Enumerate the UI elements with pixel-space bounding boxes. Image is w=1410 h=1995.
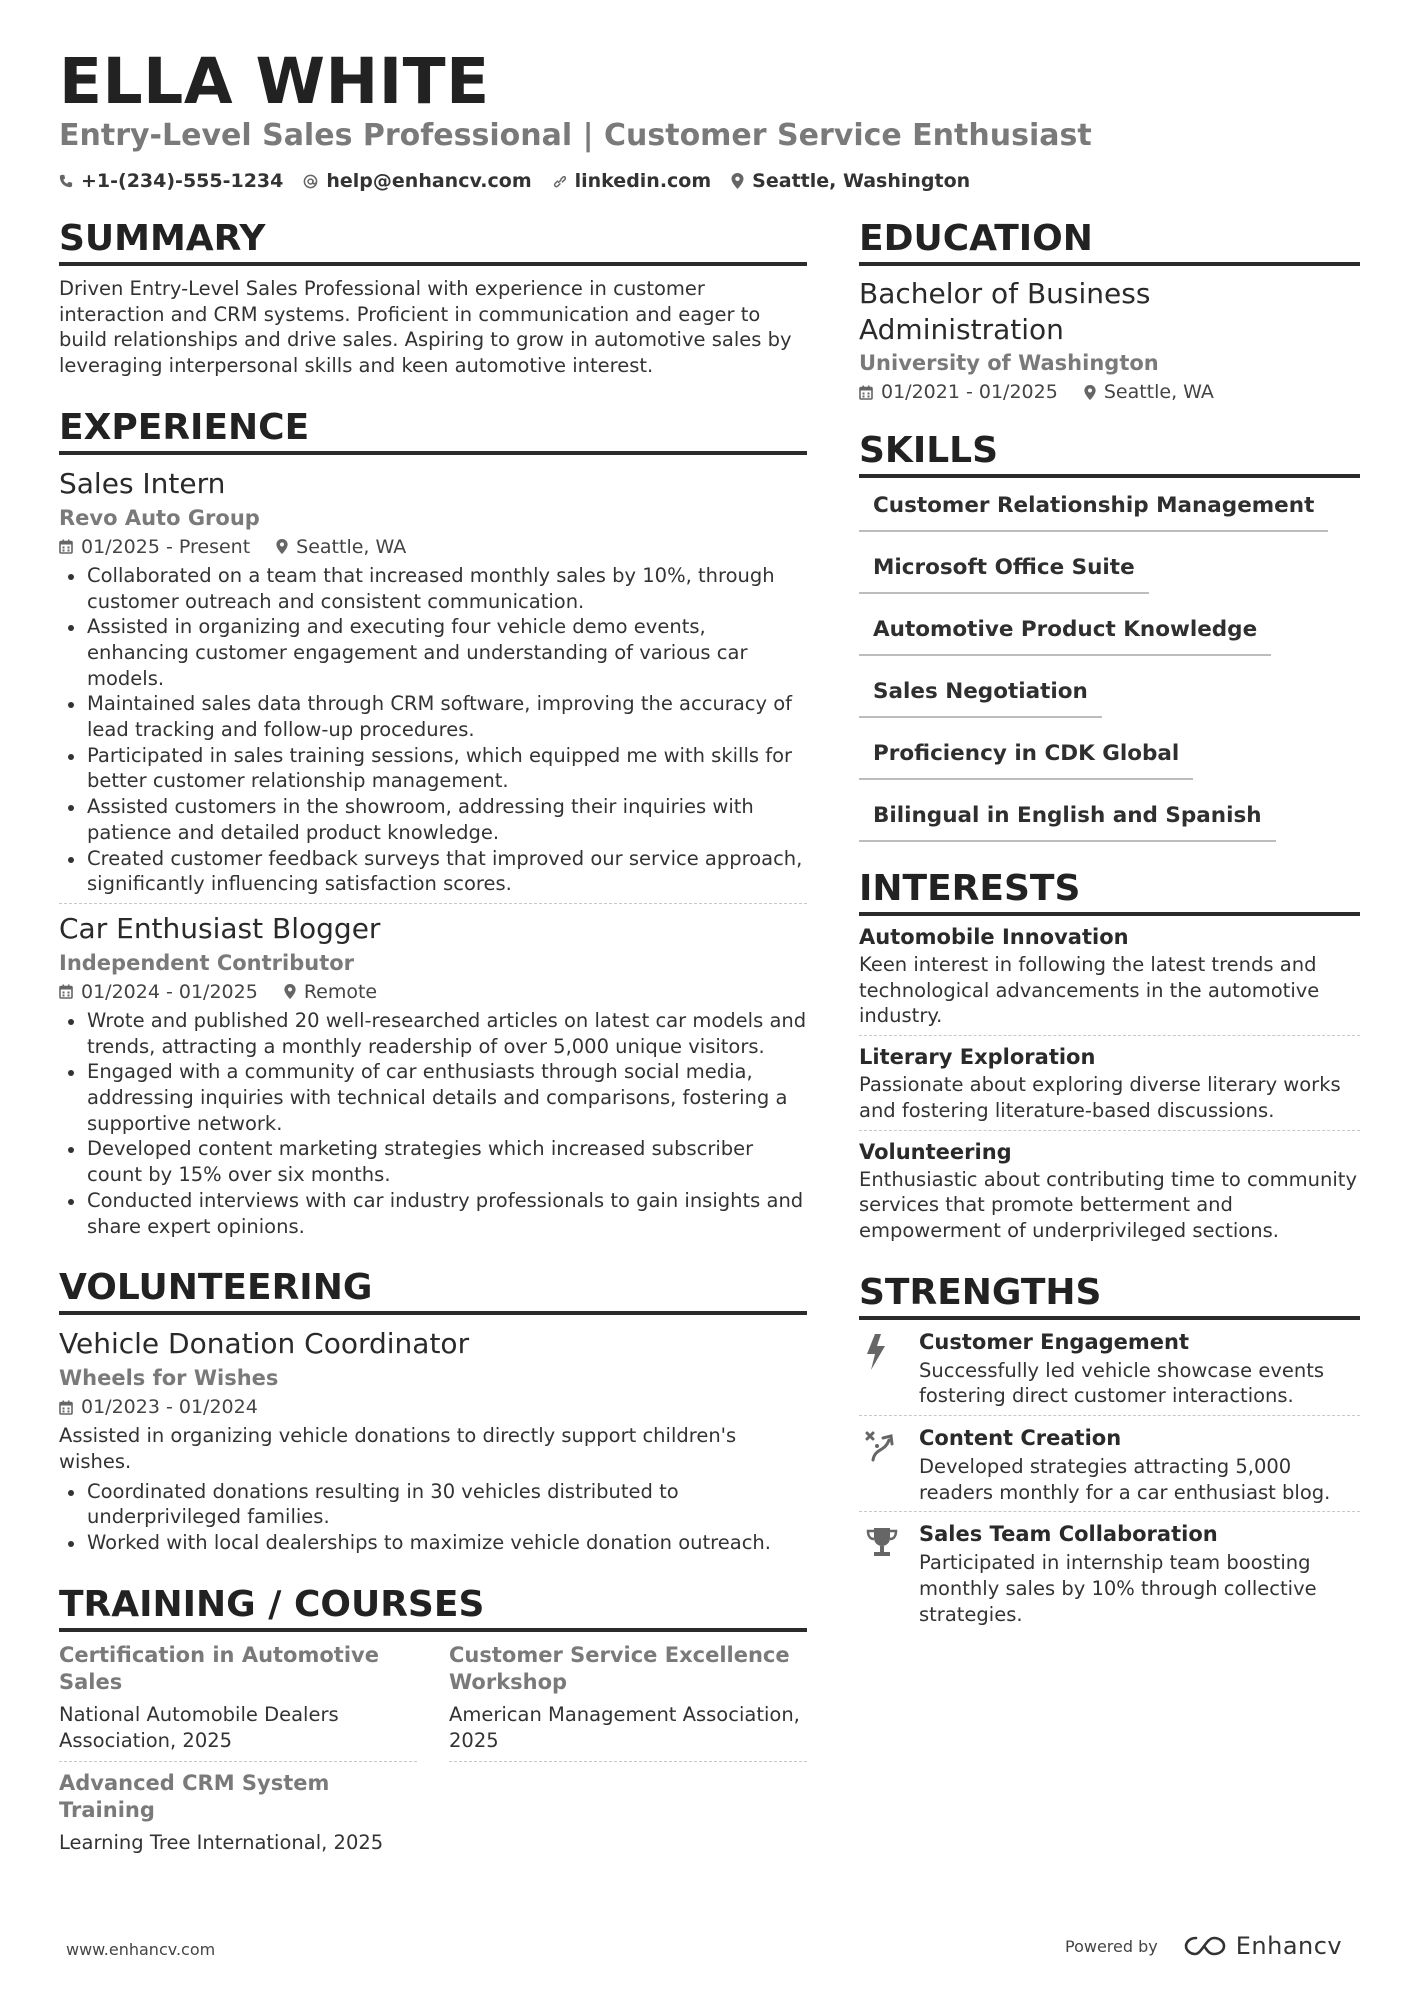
powered-by-text: Powered by	[1065, 1936, 1158, 1956]
job-company: Revo Auto Group	[59, 505, 260, 530]
volunteer-role: Vehicle Donation Coordinator	[59, 1327, 470, 1361]
section-title-strengths: STRENGTHS	[859, 1270, 1360, 1320]
skill-tag: Microsoft Office Suite	[859, 554, 1149, 594]
job-meta	[59, 978, 807, 1006]
training-title: Customer Service Excellence Workshop	[449, 1642, 790, 1694]
skill-tag: Automotive Product Knowledge	[859, 616, 1271, 656]
section-title-skills: SKILLS	[859, 428, 1360, 478]
link-icon	[552, 174, 567, 189]
footer-website[interactable]: www.enhancv.com	[66, 1940, 216, 1959]
volunteer-bullets	[59, 1479, 807, 1556]
job-meta	[59, 533, 807, 561]
education-section	[859, 216, 1360, 406]
section-title-education: EDUCATION	[859, 216, 1360, 266]
degree: Bachelor of Business Administration	[859, 277, 1151, 346]
strengths-section	[859, 1270, 1360, 1628]
training-item	[59, 1642, 417, 1762]
bullet-item: Maintained sales data through CRM software, improving the accuracy of lead tracking and follow-up procedures.	[59, 691, 807, 742]
interests-section	[859, 866, 1360, 1244]
location-pin-icon	[731, 173, 744, 189]
training-detail: Learning Tree International, 2025	[59, 1831, 384, 1855]
bullet-item: Coordinated donations resulting in 30 vehicles distributed to underprivileged families.	[59, 1479, 807, 1530]
job-location: Seattle, WA	[296, 535, 407, 558]
bullet-item: Worked with local dealerships to maximize vehicle donation outreach.	[59, 1530, 807, 1556]
interest-text: Keen interest in following the latest trends and technological advancements in the automotive industry.	[859, 953, 1320, 1028]
job-title: Car Enthusiast Blogger	[59, 911, 381, 945]
training-detail: American Management Association, 2025	[449, 1702, 800, 1752]
section-title-volunteering: VOLUNTEERING	[59, 1265, 807, 1315]
job-bullets	[59, 563, 807, 897]
location-pin-icon	[1084, 385, 1096, 400]
strength-title: Customer Engagement	[919, 1329, 1190, 1354]
headline: Entry-Level Sales Professional | Customer Service Enthusiast	[59, 118, 1092, 153]
lightning-icon	[865, 1334, 887, 1370]
interest-title: Automobile Innovation	[859, 925, 1129, 949]
training-item	[59, 1762, 417, 1856]
interest-item	[859, 1131, 1360, 1244]
section-title-interests: INTERESTS	[859, 866, 1360, 916]
contact-phone[interactable]	[59, 168, 283, 194]
bullet-item: Collaborated on a team that increased monthly sales by 10%, through customer outreach and consistent communication.	[59, 563, 807, 614]
linkedin-text: linkedin.com	[574, 170, 712, 192]
calendar-icon	[59, 984, 73, 999]
training-section	[59, 1582, 807, 1856]
interest-text: Passionate about exploring diverse literary works and fostering literature-based discussions.	[859, 1073, 1341, 1122]
job-bullets	[59, 1008, 807, 1239]
volunteer-dates: 01/2023 - 01/2024	[81, 1396, 258, 1419]
strength-title: Content Creation	[919, 1426, 1122, 1451]
bullet-item: Assisted customers in the showroom, addressing their inquiries with patience and detailed product knowledge.	[59, 794, 807, 845]
calendar-icon	[59, 539, 73, 554]
at-icon	[303, 174, 318, 189]
email-text: help@enhancv.com	[326, 170, 532, 192]
experience-section	[59, 405, 807, 1239]
skill-tag: Customer Relationship Management	[859, 492, 1328, 532]
job-company: Independent Contributor	[59, 950, 355, 975]
interest-text: Enthusiastic about contributing time to community services that promote betterment and empowerment of underprivileged sections.	[859, 1167, 1357, 1242]
strength-item	[859, 1326, 1360, 1416]
contact-bar	[59, 168, 990, 194]
section-title-experience: EXPERIENCE	[59, 405, 807, 455]
strength-title: Sales Team Collaboration	[919, 1522, 1218, 1547]
trophy-icon	[865, 1526, 899, 1558]
footer-branding[interactable]	[1065, 1932, 1342, 1960]
strength-text: Participated in internship team boosting monthly sales by 10% through collective strategies.	[919, 1551, 1317, 1626]
right-column	[859, 216, 1360, 1628]
candidate-name: ELLA WHITE	[59, 45, 490, 118]
route-icon	[865, 1430, 899, 1462]
contact-location	[731, 168, 970, 194]
training-detail: National Automobile Dealers Association, 2025	[59, 1702, 339, 1752]
skill-tag: Sales Negotiation	[859, 678, 1102, 718]
phone-icon	[59, 174, 73, 188]
section-title-training: TRAINING / COURSES	[59, 1582, 807, 1632]
training-title: Certification in Automotive Sales	[59, 1642, 379, 1694]
strength-item	[859, 1512, 1360, 1627]
training-title: Advanced CRM System Training	[59, 1771, 330, 1823]
job-location: Remote	[303, 980, 378, 1003]
bullet-item: Participated in sales training sessions, which equipped me with skills for better customer relationship management.	[59, 743, 807, 794]
summary-section	[59, 216, 807, 379]
contact-linkedin[interactable]	[552, 168, 712, 194]
skills-section	[859, 428, 1360, 842]
contact-email[interactable]	[303, 168, 531, 194]
job-entry	[59, 910, 807, 1239]
calendar-icon	[859, 385, 873, 400]
calendar-icon	[59, 1400, 73, 1415]
bullet-item: Conducted interviews with car industry professionals to gain insights and share expert opinions.	[59, 1188, 807, 1239]
job-title: Sales Intern	[59, 466, 226, 500]
bullet-item: Developed content marketing strategies which increased subscriber count by 15% over six months.	[59, 1136, 807, 1187]
strength-text: Successfully led vehicle showcase events fostering direct customer interactions.	[919, 1358, 1325, 1408]
volunteer-description: Assisted in organizing vehicle donations to directly support children's wishes.	[59, 1424, 737, 1473]
location-pin-icon	[284, 984, 296, 999]
brand-name: Enhancv	[1235, 1932, 1343, 1960]
enhancv-logo-icon	[1184, 1934, 1228, 1958]
education-location: Seattle, WA	[1103, 381, 1214, 403]
training-item	[449, 1642, 807, 1762]
interest-title: Literary Exploration	[859, 1045, 1096, 1070]
education-meta	[859, 378, 1360, 406]
school: University of Washington	[859, 351, 1159, 375]
interest-item	[859, 1036, 1360, 1130]
location-pin-icon	[276, 539, 288, 554]
interest-item	[859, 922, 1360, 1036]
job-dates: 01/2025 - Present	[81, 535, 251, 558]
skill-tag: Bilingual in English and Spanish	[859, 802, 1276, 842]
training-grid	[59, 1642, 807, 1856]
volunteer-org: Wheels for Wishes	[59, 1366, 279, 1391]
volunteering-section	[59, 1265, 807, 1556]
phone-text: +1-(234)-555-1234	[81, 170, 284, 192]
bullet-item: Engaged with a community of car enthusiasts through social media, addressing inquiries with technical details and comparisons, fostering a supportive network.	[59, 1059, 807, 1136]
volunteer-meta	[59, 1393, 807, 1421]
skill-tag: Proficiency in CDK Global	[859, 740, 1193, 780]
bullet-item: Created customer feedback surveys that improved our service approach, significantly influencing satisfaction scores.	[59, 846, 807, 897]
job-dates: 01/2024 - 01/2025	[81, 980, 258, 1003]
summary-text: Driven Entry-Level Sales Professional with experience in customer interaction and CRM systems. Proficient in communication and eager to build relationships and drive sales. Aspiring to grow in automotive sales by leveraging interpersonal skills and keen automotive interest.	[59, 277, 792, 378]
bullet-item: Wrote and published 20 well-researched articles on latest car models and trends, attracting a monthly readership of over 5,000 unique visitors.	[59, 1008, 807, 1059]
location-text: Seattle, Washington	[752, 170, 971, 192]
education-dates: 01/2021 - 01/2025	[881, 381, 1058, 403]
bullet-item: Assisted in organizing and executing four vehicle demo events, enhancing customer engagement and understanding of various car models.	[59, 614, 807, 691]
job-entry	[59, 465, 807, 904]
left-column	[59, 216, 807, 1856]
section-title-summary: SUMMARY	[59, 216, 807, 266]
interest-title: Volunteering	[859, 1139, 1012, 1164]
strength-text: Developed strategies attracting 5,000 readers monthly for a car enthusiast blog.	[919, 1455, 1331, 1504]
strength-item	[859, 1416, 1360, 1512]
